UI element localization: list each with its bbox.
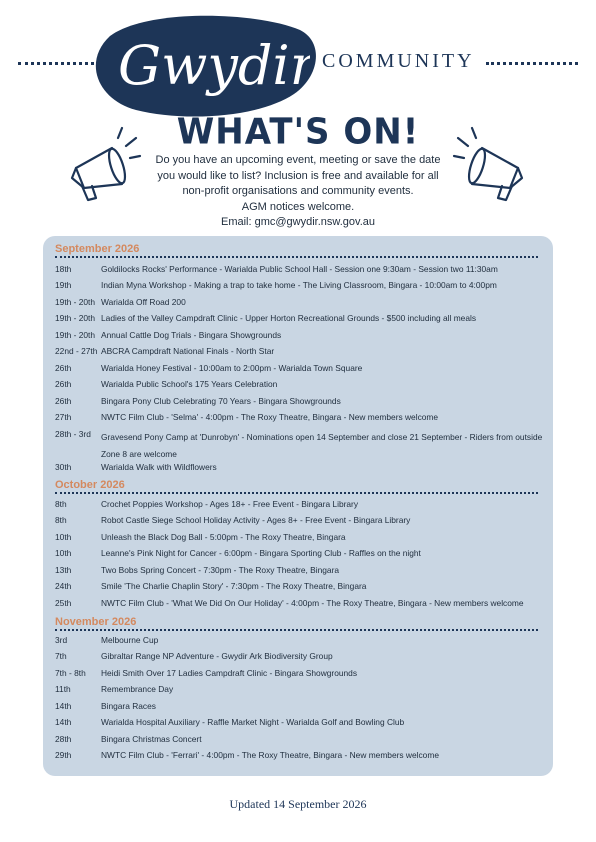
event-date: 28th - 3rd xyxy=(55,429,91,439)
event-text: Two Bobs Spring Concert - 7:30pm - The Roxy Theatre, Bingara xyxy=(101,565,340,575)
event-date: 11th xyxy=(55,684,71,694)
month-heading: October 2026 xyxy=(55,479,125,491)
event-date: 22nd - 27th xyxy=(55,346,98,356)
intro-line: AGM notices welcome. xyxy=(241,200,355,213)
event-text: Warialda Public School's 175 Years Celebration xyxy=(101,379,278,389)
event-date: 14th xyxy=(55,717,72,727)
event-text: Gibraltar Range NP Adventure - Gwydir Ark Biodiversity Group xyxy=(101,651,333,661)
event-text: Warialda Off Road 200 xyxy=(101,297,186,307)
event-date: 25th xyxy=(55,598,72,608)
intro-line: non-profit organisations and community events. xyxy=(182,185,414,197)
event-date: 30th xyxy=(55,462,72,472)
event-text: Smile 'The Charlie Chaplin Story' - 7:30pm - The Roxy Theatre, Bingara xyxy=(101,581,367,591)
event-text: Remembrance Day xyxy=(101,684,174,694)
event-date: 19th - 20th xyxy=(55,313,96,323)
updated-note: Updated 14 September 2026 xyxy=(229,797,367,811)
megaphone-icon xyxy=(452,126,532,206)
event-text: Annual Cattle Dog Trials - Bingara Showgrounds xyxy=(101,330,282,340)
intro-line: Do you have an upcoming event, meeting or save the date xyxy=(155,154,441,166)
event-text: Leanne's Pink Night for Cancer - 6:00pm - Bingara Sporting Club - Raffles on the night xyxy=(101,548,421,558)
event-date: 8th xyxy=(55,515,67,525)
event-date: 18th xyxy=(55,264,72,274)
logo-script xyxy=(110,18,310,108)
event-text: Warialda Walk with Wildflowers xyxy=(101,462,217,472)
event-date: 27th xyxy=(55,412,72,422)
month-divider xyxy=(55,492,538,494)
event-date: 26th xyxy=(55,379,72,389)
event-date: 10th xyxy=(55,548,72,558)
month-heading: September 2026 xyxy=(55,243,140,255)
event-date: 13th xyxy=(55,565,72,575)
logo-script-text: Gwydir xyxy=(118,34,310,97)
event-date: 14th xyxy=(55,701,72,711)
event-text: Warialda Honey Festival - 10:00am to 2:00pm - Warialda Town Square xyxy=(101,363,363,373)
event-text: Heidi Smith Over 17 Ladies Campdraft Clinic - Bingara Showgrounds xyxy=(101,668,358,678)
event-date: 26th xyxy=(55,363,72,373)
event-text: ABCRA Campdraft National Finals - North Star xyxy=(101,346,275,356)
event-date: 19th xyxy=(55,280,72,290)
event-text: Ladies of the Valley Campdraft Clinic - Upper Horton Recreational Grounds - $500 including all meals xyxy=(101,313,477,323)
event-text: Bingara Christmas Concert xyxy=(101,734,202,744)
event-text: Goldilocks Rocks' Performance - Warialda Public School Hall - Session one 9:30am - Session two 11:30am xyxy=(101,264,498,274)
right-dotted-rule xyxy=(486,62,578,65)
event-date: 10th xyxy=(55,532,72,542)
event-date: 19th - 20th xyxy=(55,330,96,340)
event-text: NWTC Film Club - 'Selma' - 4:00pm - The Roxy Theatre, Bingara - New members welcome xyxy=(101,412,439,422)
event-text: Robot Castle Siege School Holiday Activity - Ages 8+ - Free Event - Bingara Library xyxy=(101,515,411,525)
page-title: WHAT'S ON! xyxy=(176,111,420,153)
event-text: Indian Myna Workshop - Making a trap to take home - The Living Classroom, Bingara - 10:00am to 4:00pm xyxy=(101,280,497,290)
event-date: 7th - 8th xyxy=(55,668,86,678)
event-date: 19th - 20th xyxy=(55,297,96,307)
event-date: 7th xyxy=(55,651,67,661)
month-divider xyxy=(55,256,538,258)
event-date: 3rd xyxy=(55,635,68,645)
event-text: Crochet Poppies Workshop - Ages 18+ - Free Event - Bingara Library xyxy=(101,499,359,509)
event-text: NWTC Film Club - 'What We Did On Our Holiday' - 4:00pm - The Roxy Theatre, Bingara - New members welcome xyxy=(101,598,524,608)
event-text: Bingara Races xyxy=(101,701,156,711)
event-text: NWTC Film Club - 'Ferrari' - 4:00pm - The Roxy Theatre, Bingara - New members welcome xyxy=(101,750,439,760)
month-divider xyxy=(55,629,538,631)
event-text: Warialda Hospital Auxiliary - Raffle Market Night - Warialda Golf and Bowling Club xyxy=(101,717,405,727)
community-label: COMMUNITY xyxy=(322,50,475,72)
email-line: Email: gmc@gwydir.nsw.gov.au xyxy=(220,216,376,228)
event-text: Bingara Pony Club Celebrating 70 Years - Bingara Showgrounds xyxy=(101,396,341,406)
event-date: 29th xyxy=(55,750,72,760)
event-text: Gravesend Pony Camp at 'Dunrobyn' - Nominations open 14 September and close 21 September - Riders from outside Zone 8 are welcome xyxy=(101,432,543,459)
intro-line: you would like to list? Inclusion is free and available for all xyxy=(157,169,439,182)
intro-text xyxy=(140,153,456,231)
event-text: Melbourne Cup xyxy=(101,635,159,645)
event-date: 8th xyxy=(55,499,67,509)
event-text: Unleash the Black Dog Ball - 5:00pm - The Roxy Theatre, Bingara xyxy=(101,532,346,542)
event-date: 28th xyxy=(55,734,72,744)
month-heading: November 2026 xyxy=(55,616,137,628)
event-date: 26th xyxy=(55,396,72,406)
megaphone-icon xyxy=(62,126,142,206)
event-date: 24th xyxy=(55,581,72,591)
